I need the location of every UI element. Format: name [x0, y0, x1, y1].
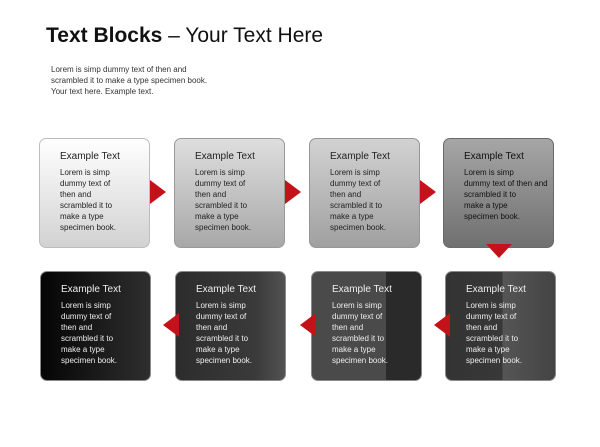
block-title: Example Text — [196, 284, 256, 295]
block-line: then and — [195, 190, 227, 199]
arrow-left-icon — [300, 313, 316, 337]
block-line: Lorem is simp — [466, 301, 516, 310]
block-line: Lorem is simp — [330, 168, 380, 177]
block-line: specimen book. — [195, 223, 252, 232]
block-title: Example Text — [61, 284, 121, 295]
block-line: Lorem is simp — [196, 301, 246, 310]
block-title: Example Text — [332, 284, 392, 295]
text-block-3 — [309, 138, 420, 248]
block-line: make a type — [195, 212, 239, 221]
block-title: Example Text — [464, 151, 524, 162]
arrow-down-icon — [486, 244, 512, 258]
block-line: scrambled it to — [466, 334, 519, 343]
block-line: specimen book. — [466, 356, 523, 365]
block-body — [61, 300, 140, 366]
block-line: make a type — [332, 345, 376, 354]
block-line: dummy text of — [332, 312, 383, 321]
block-line: scrambled it to — [61, 334, 114, 343]
block-line: dummy text of — [195, 179, 246, 188]
block-line: scrambled it to — [464, 190, 517, 199]
block-line: then and — [196, 323, 228, 332]
text-block-8 — [445, 271, 556, 381]
block-line: scrambled it to — [195, 201, 248, 210]
text-block-7 — [311, 271, 422, 381]
block-title: Example Text — [195, 151, 255, 162]
block-line: specimen book. — [196, 356, 253, 365]
block-line: Lorem is simp — [195, 168, 245, 177]
block-line: then and — [466, 323, 498, 332]
block-body — [60, 167, 139, 233]
intro-line: Your text here. Example text. — [51, 87, 154, 96]
block-body — [196, 300, 275, 366]
block-line: specimen book. — [60, 223, 117, 232]
block-line: make a type — [330, 212, 374, 221]
block-line: scrambled it to — [196, 334, 249, 343]
block-line: dummy text of — [330, 179, 381, 188]
arrow-left-icon — [163, 313, 179, 337]
text-block-4 — [443, 138, 554, 248]
block-line: specimen book. — [330, 223, 387, 232]
block-body — [466, 300, 545, 366]
block-line: make a type — [466, 345, 510, 354]
block-line: Lorem is simp — [464, 168, 514, 177]
block-body — [195, 167, 274, 233]
block-line: scrambled it to — [330, 201, 383, 210]
arrow-right-icon — [420, 180, 436, 204]
title-bold: Text Blocks — [46, 24, 163, 47]
block-line: Lorem is simp — [332, 301, 382, 310]
intro-line: scrambled it to make a type specimen book. — [51, 76, 208, 85]
block-line: dummy text of — [466, 312, 517, 321]
block-title: Example Text — [60, 151, 120, 162]
block-line: scrambled it to — [332, 334, 385, 343]
block-title: Example Text — [330, 151, 390, 162]
title-rest: – Your Text Here — [162, 24, 324, 47]
text-block-1 — [39, 138, 150, 248]
block-line: then and — [332, 323, 364, 332]
intro-line: Lorem is simp dummy text of then and — [51, 65, 187, 74]
block-line: make a type — [60, 212, 104, 221]
block-body — [332, 300, 411, 366]
block-body — [330, 167, 409, 233]
block-line: then and — [61, 323, 93, 332]
text-block-6 — [175, 271, 286, 381]
block-line: dummy text of then and — [464, 179, 548, 188]
block-line: Lorem is simp — [61, 301, 111, 310]
arrow-right-icon — [285, 180, 301, 204]
block-line: make a type — [464, 201, 508, 210]
block-line: make a type — [196, 345, 240, 354]
block-line: specimen book. — [332, 356, 389, 365]
block-body — [464, 167, 548, 222]
block-line: dummy text of — [61, 312, 112, 321]
block-title: Example Text — [466, 284, 526, 295]
block-line: Lorem is simp — [60, 168, 110, 177]
block-line: specimen book. — [61, 356, 118, 365]
block-line: make a type — [61, 345, 105, 354]
block-line: dummy text of — [196, 312, 247, 321]
text-block-2 — [174, 138, 285, 248]
intro-text — [51, 64, 251, 97]
block-line: dummy text of — [60, 179, 111, 188]
page-title — [46, 24, 323, 48]
block-line: then and — [60, 190, 92, 199]
arrow-left-icon — [434, 313, 450, 337]
block-line: specimen book. — [464, 212, 521, 221]
block-line: scrambled it to — [60, 201, 113, 210]
arrow-right-icon — [150, 180, 166, 204]
block-line: then and — [330, 190, 362, 199]
text-block-5 — [40, 271, 151, 381]
